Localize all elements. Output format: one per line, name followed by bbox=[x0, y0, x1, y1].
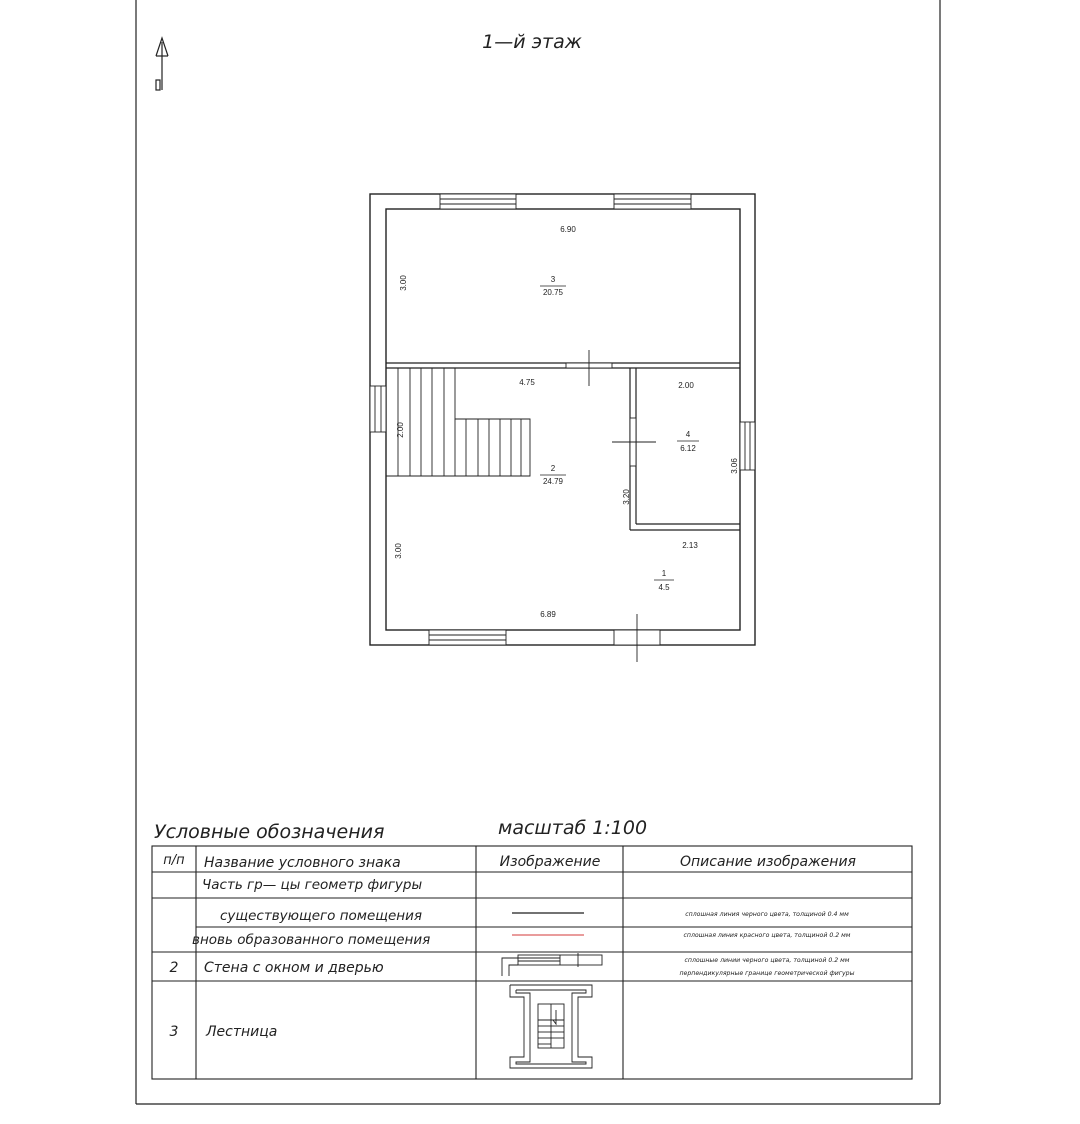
window-right bbox=[740, 422, 755, 470]
legend-row-num: 3 bbox=[169, 1024, 179, 1040]
dimension-label: 6.90 bbox=[560, 225, 576, 234]
legend-row-name: существующего помещения bbox=[220, 908, 423, 924]
wall-window-door-icon bbox=[502, 953, 602, 976]
dimension-label: 4.75 bbox=[519, 378, 535, 387]
room-3-number: 3 bbox=[550, 275, 556, 284]
window-top-left bbox=[440, 194, 516, 209]
legend-row-name: Часть гр— цы геометр фигуры bbox=[202, 877, 423, 893]
legend-row-name: Стена с окном и дверью bbox=[204, 960, 384, 976]
staircase bbox=[386, 368, 530, 476]
dimension-label: 3.06 bbox=[730, 458, 739, 474]
legend-row-desc: сплошная линия черного цвета, толщиной 0.4 мм bbox=[685, 911, 849, 918]
legend-header-name: Название условного знака bbox=[204, 855, 401, 871]
legend-row-desc: сплошная линия красного цвета, толщиной 0.2 мм bbox=[683, 932, 851, 939]
door-room3 bbox=[566, 350, 612, 386]
page-title: 1—й этаж bbox=[482, 31, 582, 53]
dimension-label: 6.89 bbox=[540, 610, 556, 619]
scale-label: масштаб 1:100 bbox=[498, 817, 648, 839]
room-3-area: 20.75 bbox=[542, 288, 564, 297]
outer-wall bbox=[370, 194, 755, 645]
room-1-area: 4.5 bbox=[658, 583, 670, 592]
legend-row-num: 2 bbox=[169, 960, 179, 976]
dimension-label: 2.00 bbox=[678, 381, 694, 390]
dimension-label: 3.00 bbox=[394, 543, 403, 559]
legend-row-desc: перпендикулярные границе геометрической фигуры bbox=[679, 970, 855, 977]
legend-row-desc: сплошные линии черного цвета, толщиной 0.2 мм bbox=[684, 957, 850, 964]
legend-row-name: вновь образованного помещения bbox=[192, 932, 431, 948]
staircase-icon bbox=[510, 985, 592, 1068]
room-4-area: 6.12 bbox=[680, 444, 696, 453]
floor-plan bbox=[370, 194, 755, 662]
dimension-label: 2.13 bbox=[682, 541, 698, 550]
legend-header-num: п/п bbox=[163, 853, 185, 868]
room-1-number: 1 bbox=[661, 569, 667, 578]
north-arrow-icon bbox=[156, 38, 168, 90]
dimension-label: 3.20 bbox=[622, 489, 631, 505]
legend-header-image: Изображение bbox=[499, 854, 601, 870]
room-2-area: 24.79 bbox=[542, 477, 564, 486]
window-left bbox=[370, 386, 386, 432]
inner-wall-line bbox=[386, 209, 740, 630]
dimension-label: 2.00 bbox=[396, 422, 405, 438]
legend-row-name: Лестница bbox=[206, 1024, 278, 1040]
room-4-number: 4 bbox=[685, 430, 691, 439]
window-bottom bbox=[429, 630, 506, 645]
legend-title: Условные обозначения bbox=[154, 821, 385, 843]
door-room4 bbox=[612, 418, 656, 466]
dimension-label: 3.00 bbox=[399, 275, 408, 291]
window-top-right bbox=[614, 194, 691, 209]
legend-header-desc: Описание изображения bbox=[680, 854, 856, 870]
door-entrance bbox=[614, 614, 660, 662]
room-2-number: 2 bbox=[550, 464, 556, 473]
